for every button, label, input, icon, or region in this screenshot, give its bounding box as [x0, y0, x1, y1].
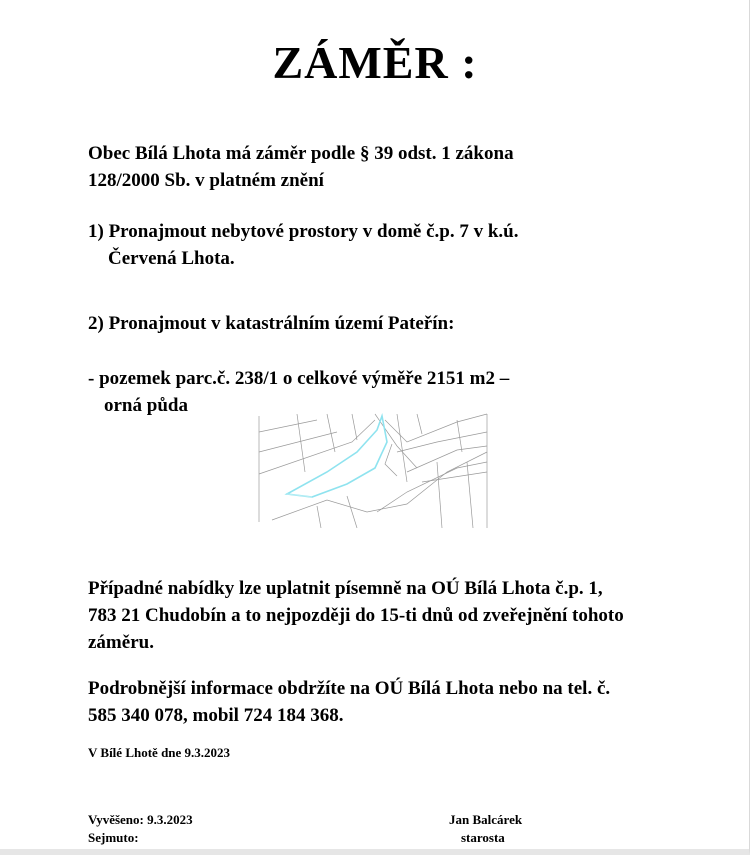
parcel-line-2: orná půda [104, 395, 188, 416]
offers-line-3: záměru. [88, 632, 154, 653]
page-title: ZÁMĚR : [272, 37, 478, 88]
cadastral-map-image [257, 412, 489, 528]
item-1-line-2: Červená Lhota. [108, 248, 235, 269]
offers-line-2: 783 21 Chudobín a to nejpozději do 15-ti dnů od zveřejnění tohoto [88, 605, 624, 626]
place-and-date: V Bílé Lhotě dne 9.3.2023 [88, 745, 231, 760]
intro-line-2: 128/2000 Sb. v platném znění [88, 170, 324, 191]
info-line-2: 585 340 078, mobil 724 184 368. [88, 705, 344, 726]
item-2-line-1: 2) Pronajmout v katastrálním území Pateřín: [88, 313, 455, 334]
item-1-paragraph [88, 218, 688, 272]
info-line-1: Podrobnější informace obdržíte na OÚ Bílá Lhota nebo na tel. č. [88, 678, 611, 699]
info-paragraph [88, 675, 688, 729]
signer-role: starosta [461, 830, 505, 845]
parcel-paragraph [88, 365, 688, 419]
posted-date: Vyvěšeno: 9.3.2023 [88, 812, 193, 827]
item-1-line-1: 1) Pronajmout nebytové prostory v domě č.p. 7 v k.ú. [88, 221, 519, 242]
signer-name: Jan Balcárek [449, 812, 523, 827]
offers-line-1: Případné nabídky lze uplatnit písemně na OÚ Bílá Lhota č.p. 1, [88, 578, 603, 599]
parcel-edge-line [287, 494, 312, 497]
highlighted-parcel-outline [287, 416, 387, 497]
intro-line-1: Obec Bílá Lhota má záměr podle § 39 odst. 1 zákona [88, 143, 514, 164]
parcel-line-1: - pozemek parc.č. 238/1 o celkové výměře 2151 m2 – [88, 368, 510, 389]
offers-paragraph [88, 575, 688, 656]
intro-paragraph [88, 140, 688, 194]
removed-date: Sejmuto: [88, 830, 139, 845]
map-parcel-lines [259, 414, 487, 528]
item-2-paragraph [88, 310, 688, 337]
